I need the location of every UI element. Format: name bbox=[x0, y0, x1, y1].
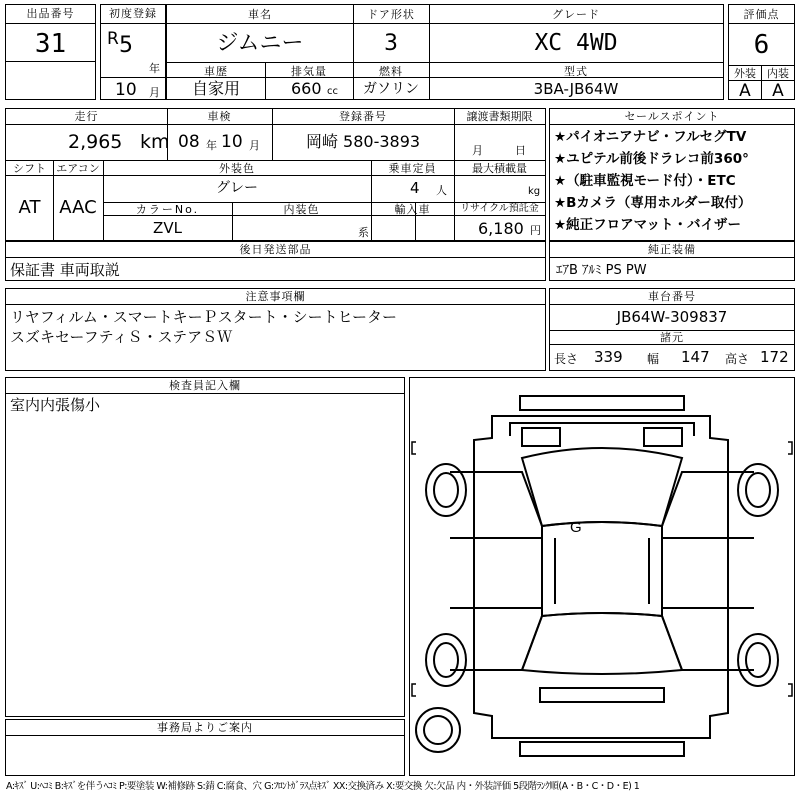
mileage-value: 2,965 bbox=[68, 131, 123, 153]
capacity-unit: 人 bbox=[436, 184, 447, 197]
equipment-label: 純正装備 bbox=[648, 243, 696, 256]
damage-mark-windshield: G bbox=[570, 519, 582, 536]
length-label: 長さ bbox=[554, 352, 579, 366]
car-name-label: 車名 bbox=[248, 8, 272, 21]
mileage-unit: km bbox=[140, 131, 170, 153]
transfer-day-unit: 日 bbox=[515, 144, 526, 157]
notes-line-1: リヤフィルム・スマートキーＰスタート・シートヒーター bbox=[10, 308, 398, 326]
door-label: ドア形状 bbox=[367, 8, 415, 21]
history-value: 自家用 bbox=[191, 79, 240, 98]
interior-grade: A bbox=[772, 81, 784, 101]
grade-label: グレード bbox=[552, 8, 600, 21]
notes-line-2: スズキセーフティＳ・ステアＳＷ bbox=[10, 328, 233, 346]
plate-label: 登録番号 bbox=[339, 110, 387, 123]
car-outline-diagram bbox=[410, 378, 794, 775]
inspection-label: 車検 bbox=[207, 110, 232, 123]
inspector-note: 室内内張傷小 bbox=[10, 396, 101, 414]
import-label: 輸入車 bbox=[394, 203, 431, 216]
fuel-value: ガソリン bbox=[363, 81, 419, 97]
score-label: 評価点 bbox=[743, 8, 780, 21]
recycle-value: 6,180 bbox=[478, 219, 524, 238]
specs-label: 諸元 bbox=[660, 331, 684, 344]
chassis-box bbox=[549, 288, 795, 371]
later-parts-label: 後日発送部品 bbox=[239, 243, 312, 256]
notes-label: 注意事項欄 bbox=[245, 290, 306, 303]
transfer-month-unit: 月 bbox=[472, 144, 483, 157]
office-box bbox=[5, 719, 405, 776]
vehicle-info-box bbox=[166, 4, 724, 100]
sales-point-1: ★パイオニアナビ・フルセグTV bbox=[554, 129, 747, 145]
capacity-value: 4 bbox=[410, 179, 420, 197]
equipment-value: ｴｱB ｱﾙﾐ PS PW bbox=[556, 263, 647, 278]
model-value: 3BA-JB64W bbox=[533, 80, 619, 98]
interior-label: 内装 bbox=[767, 67, 789, 80]
exterior-label: 外装 bbox=[734, 67, 756, 80]
inspection-year: 08 bbox=[178, 132, 200, 152]
era-prefix: R bbox=[107, 29, 119, 49]
sales-points-box bbox=[549, 108, 795, 241]
int-color-label: 内装色 bbox=[283, 203, 320, 216]
history-label: 車歴 bbox=[204, 65, 228, 78]
height-label: 高さ bbox=[725, 352, 750, 366]
capacity-label: 乗車定員 bbox=[388, 162, 437, 175]
ac-value: AAC bbox=[59, 197, 97, 218]
inspection-month-unit: 月 bbox=[249, 139, 260, 152]
inspection-year-unit: 年 bbox=[206, 139, 217, 152]
height-value: 172 bbox=[760, 348, 789, 366]
chassis-label: 車台番号 bbox=[648, 290, 696, 303]
legend-text: A:ｷｽﾞ U:ﾍｺﾐ B:ｷｽﾞを伴うﾍｺﾐ P:要塗装 W:補修跡 S:錆 C:腐食、穴 G:ﾌﾛﾝﾄｶﾞﾗｽ点ｷｽﾞ XX:交換済み X:要交換 欠:欠品 内・外装評価 5段階ﾗﾝｸ順(A・B・C・D・E) 1 bbox=[6, 781, 640, 792]
lot-label: 出品番号 bbox=[26, 7, 75, 20]
inspector-box bbox=[5, 377, 405, 717]
transfer-label: 譲渡書類期限 bbox=[466, 110, 533, 123]
chassis-number: JB64W-309837 bbox=[616, 308, 728, 326]
model-label: 型式 bbox=[564, 65, 588, 78]
sales-point-4: ★Bカメラ（専用ホルダー取付） bbox=[554, 195, 752, 211]
reg-month: 10 bbox=[115, 80, 137, 100]
sales-point-3: ★（駐車監視モード付）・ETC bbox=[554, 173, 736, 189]
mileage-label: 走行 bbox=[74, 110, 99, 123]
color-label: 外装色 bbox=[219, 162, 255, 175]
score-box bbox=[728, 4, 795, 100]
exterior-grade: A bbox=[739, 81, 751, 101]
year-unit: 年 bbox=[149, 62, 160, 75]
inspector-label: 検査員記入欄 bbox=[169, 379, 241, 392]
mileage-block bbox=[5, 108, 546, 241]
sales-point-2: ★ユピテル前後ドラレコ前360° bbox=[554, 151, 749, 167]
lot-number: 31 bbox=[34, 29, 67, 59]
length-value: 339 bbox=[594, 348, 623, 366]
first-registration-box bbox=[100, 4, 166, 100]
fuel-label: 燃料 bbox=[379, 65, 403, 78]
load-label: 最大積載量 bbox=[472, 162, 527, 175]
load-unit: kg bbox=[528, 186, 541, 197]
displacement-value: 660 bbox=[291, 79, 322, 98]
lot-box bbox=[5, 4, 96, 100]
sales-point-5: ★純正フロアマット・バイザー bbox=[554, 217, 742, 233]
recycle-unit: 円 bbox=[530, 224, 541, 237]
sales-points-label: セールスポイント bbox=[624, 110, 720, 123]
recycle-label: リサイクル預託金 bbox=[460, 203, 539, 214]
int-color-unit: 系 bbox=[358, 226, 369, 239]
shift-label: シフト bbox=[13, 162, 46, 175]
door-value: 3 bbox=[384, 31, 398, 56]
width-label: 幅 bbox=[647, 352, 660, 366]
displacement-label: 排気量 bbox=[291, 65, 327, 78]
inspection-month: 10 bbox=[221, 132, 243, 152]
car-diagram bbox=[409, 377, 795, 776]
reg-year: 5 bbox=[119, 33, 133, 58]
plate-number: 岡崎 580-3893 bbox=[305, 132, 421, 151]
displacement-unit: cc bbox=[327, 86, 338, 97]
color-value: グレー bbox=[216, 180, 258, 196]
ac-label: エアコン bbox=[56, 162, 100, 175]
color-no-label: カラーNo. bbox=[135, 203, 200, 216]
later-parts-value: 保証書 車両取説 bbox=[10, 261, 120, 279]
equipment-box bbox=[549, 241, 795, 281]
width-value: 147 bbox=[681, 348, 710, 366]
first-reg-label: 初度登録 bbox=[109, 7, 157, 20]
later-parts-box bbox=[5, 241, 546, 281]
color-no-value: ZVL bbox=[153, 219, 182, 237]
grade-value: XC 4WD bbox=[534, 30, 618, 56]
car-name: ジムニー bbox=[216, 31, 304, 56]
office-label: 事務局よりご案内 bbox=[157, 721, 253, 734]
shift-value: AT bbox=[18, 197, 41, 218]
score-value: 6 bbox=[753, 30, 770, 60]
notes-box bbox=[5, 288, 546, 371]
month-unit: 月 bbox=[149, 86, 160, 99]
